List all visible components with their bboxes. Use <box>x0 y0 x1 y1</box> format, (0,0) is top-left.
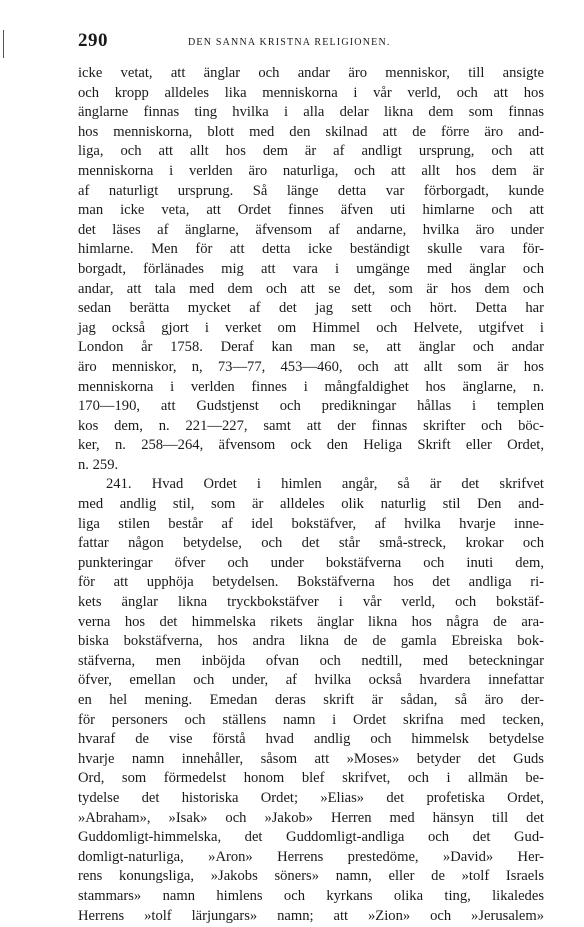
text-line: änglarne finnas ting hvilka i alla delar likna dem som finnas <box>78 104 544 121</box>
text-line: äro menniskor, n, 73—77, 453—460, och att allt som är hos <box>78 358 544 375</box>
text-line: liga stilen består af idel bokstäfver, af hvilka hvarje inne- <box>78 515 544 532</box>
text-line: stäfverna, men inböjda ofvan och nedtill, med beteckningar <box>78 652 544 669</box>
text-line: Herrens »tolf lärjungars» namn; att »Zion» och »Jerusalem» <box>78 907 544 924</box>
text-line: Ord, som förmedelst honom blef skrifvet, och i allmän be- <box>78 770 544 787</box>
text-line: ker, n. 258—264, äfvensom ock den Heliga Skrift eller Ordet, <box>78 437 544 454</box>
text-line: för att upphöja betydelsen. Bokstäfverna hos det andliga ri- <box>78 574 544 591</box>
text-line: menniskorna i verlden äro naturliga, och att allt hos dem är <box>78 162 544 179</box>
text-line: himlarne. Men för att detta icke beständigt skulle vara för- <box>78 241 544 258</box>
body-text <box>78 64 544 926</box>
text-line: tydelse det historiska Ordet; »Elias» det profetiska Ordet, <box>78 789 544 806</box>
text-line: man icke veta, att Ordet finnes äfven uti himlarne och att <box>78 202 544 219</box>
text-line: för personers och ställens namn i Ordet skrifna med tecken, <box>78 711 544 728</box>
text-line: rens konungsliga, »Jakobs söners» namn, eller de »tolf Israels <box>78 868 544 885</box>
text-line: jag också gjort i verket om Himmel och Helvete, utgifvet i <box>78 319 544 336</box>
text-line: och kropp alldeles lika menniskorna i vår verld, och att hos <box>78 84 544 101</box>
text-line: hvaraf de vise förstå hvad andlig och himmelsk betydelse <box>78 731 544 748</box>
text-line: en hel mening. Emedan deras skrift är sådan, så äro der- <box>78 692 544 708</box>
text-line: Guddomligt-himmelska, det Guddomligt-andliga och det Gud- <box>78 829 544 846</box>
text-line: domligt-naturliga, »Aron» Herrens prestedöme, »David» Her- <box>78 848 544 865</box>
text-line: verna hos det himmelska rikets änglar likna hos några de ara- <box>78 613 544 630</box>
paragraph-start-line: 241. Hvad Ordet i himlen angår, så är det skrifvet <box>106 476 544 493</box>
text-line: biska bokstäfverna, hos andra likna de de gamla Ebreiska bok- <box>78 633 544 650</box>
text-line: stammars» namn himlens och kyrkans olika ting, likaledes <box>78 887 544 904</box>
text-line: med andlig stil, som är alldeles olik naturlig stil Den and- <box>78 496 544 513</box>
text-line: det läses af änglarne, äfvensom af andarne, hvilka äro under <box>78 221 544 238</box>
page-header <box>78 30 544 52</box>
text-line: n. 259. <box>78 456 119 473</box>
text-line: öfver, emellan och under, af hvilka också hvardera innefattar <box>78 672 544 689</box>
text-line: borgadt, förlänades mig att vara i umgänge med änglar och <box>78 260 544 277</box>
text-line: 170—190, att Gudstjenst och predikningar hållas i templen <box>78 398 544 415</box>
text-line: hvarje namn innehåller, såsom att »Moses» betyder det Guds <box>78 750 544 767</box>
text-line: kos dem, n. 221—227, samt att der finnas skrifter och böc- <box>78 417 544 434</box>
text-line: hos menniskorna, blott med den skilnad att de förre äro and- <box>78 123 544 140</box>
page-number: 290 <box>78 30 108 51</box>
text-line: icke vetat, att änglar och andar äro menniskor, till ansigte <box>78 65 544 81</box>
text-line: menniskorna i verlden finnes i mångfaldighet hos änglarne, n. <box>78 378 544 395</box>
text-line: punkteringar öfver och under bokstäfverna och inuti dem, <box>78 554 544 571</box>
text-line: London år 1758. Deraf kan man se, att änglar och andar <box>78 339 544 356</box>
text-line: andar, att tala med dem och att se det, som är hos dem och <box>78 280 544 297</box>
text-line: kets änglar likna tryckbokstäfver i vår verld, och bokstäf- <box>78 594 544 611</box>
page-edge-mark <box>3 30 4 58</box>
text-line: fattar någon betydelse, och det står små-streck, krokar och <box>78 535 544 552</box>
text-line: liga, och att allt hos dem är af andligt ursprung, och att <box>78 143 544 160</box>
running-head: DEN SANNA KRISTNA RELIGIONEN. <box>188 37 391 48</box>
text-line: »Abraham», »Isak» och »Jakob» Herren med hänsyn till det <box>78 809 544 826</box>
text-line: af naturligt ursprung. Så länge detta var förborgadt, kunde <box>78 182 544 199</box>
text-line: sedan berätta mycket af det jag sett och hört. Detta har <box>78 300 544 317</box>
